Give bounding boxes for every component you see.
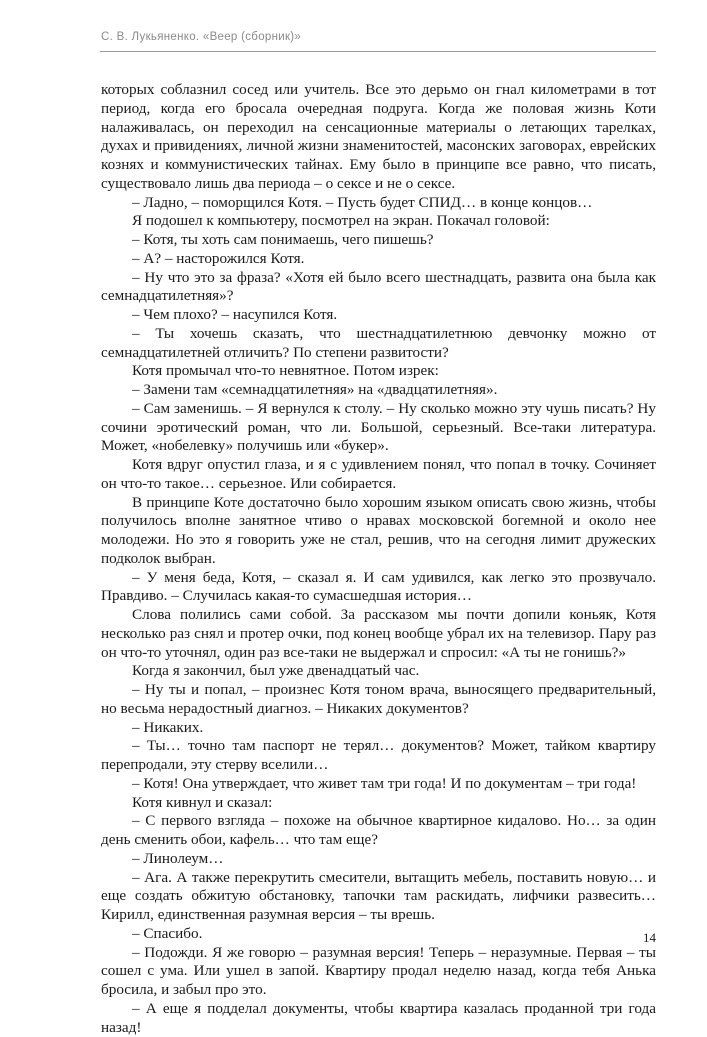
paragraph: – Ладно, – поморщился Котя. – Пусть будет СПИД… в конце концов…	[132, 193, 593, 211]
paragraph: которых соблазнил сосед или учитель. Все это дерьмо он гнал километрами в тот период, когда его бросала очередная подруга. Когда же половая жизнь Коти налаживалась, он переходил на сенсационные материалы о летающих тарелках, духах и привидениях, личной жизни знаменитостей, масонских заговорах, еврейских кознях и коммунистических тайнах. Ему было в принципе все равно, что писать, существовало лишь два периода – о сексе и не о сексе.	[101, 81, 656, 192]
paragraph: – Сам заменишь. – Я вернулся к столу. – Ну сколько можно эту чушь писать? Ну сочини эротический роман, что ли. Большой, серьезный. Все-таки литература. Может, «нобелевку» получишь или «букер».	[101, 399, 656, 455]
paragraph: – Замени там «семнадцатилетняя» на «двадцатилетняя».	[132, 381, 498, 398]
paragraph: Котя кивнул и сказал:	[132, 793, 273, 811]
paragraph: – Ага. А также перекрутить смесители, вытащить мебель, поставить новую… и еще создать обжитую обстановку, тапочки там раскидать, лифчики развесить… Кирилл, единственная разумная версия – ты врешь.	[101, 868, 656, 923]
paragraph: Котя промычал что-то невнятное. Потом изрек:	[132, 362, 439, 380]
paragraph: – Ты хочешь сказать, что шестнадцатилетнюю девчонку можно от семнадцатилетней отличить? По степени развитости?	[101, 324, 656, 361]
paragraph: Слова полились сами собой. За рассказом мы почти допили коньяк, Котя несколько раз снял и протер очки, под конец вообще убрал их на телевизор. Пару раз он что-то уточнял, один раз все-таки не выдержал и спросил: «А ты не гонишь?»	[101, 606, 656, 661]
paragraph: Когда я закончил, был уже двенадцатый час.	[132, 662, 420, 680]
paragraph: – У меня беда, Котя, – сказал я. И сам удивился, как легко это прозвучало. Правдиво. – Случилась какая-то сумасшедшая история…	[101, 568, 656, 605]
paragraph: – Подожди. Я же говорю – разумная версия! Теперь – неразумные. Первая – ты сошел с ума. Или ушел в запой. Квартиру продал неделю назад, когда тебя Анька бросила, и забыл про это.	[101, 943, 656, 998]
paragraph: – А? – насторожился Котя.	[132, 249, 305, 267]
running-header: С. В. Лукьяненко. «Веер (сборник)»	[101, 31, 302, 43]
header-divider	[100, 51, 656, 52]
paragraph: – Котя, ты хоть сам понимаешь, чего пишешь?	[132, 231, 434, 248]
paragraph: В принципе Коте достаточно было хорошим языком описать свою жизнь, чтобы получилось вполне занятное чтиво о нравах московской богемной и около нее молодежи. Но это я говорить уже не стал, решив, что на сегодня лимит дружеских подколок выбран.	[101, 493, 656, 567]
paragraph: Котя вдруг опустил глаза, и я с удивлением понял, что попал в точку. Сочиняет он что-то такое… серьезное. Или собирается.	[101, 456, 656, 492]
paragraph: – Ну что это за фраза? «Хотя ей было всего шестнадцать, развита она была как семнадцатилетняя»?	[101, 268, 656, 305]
paragraph: – Линолеум…	[132, 849, 224, 867]
paragraph: Я подошел к компьютеру, посмотрел на экран. Покачал головой:	[132, 212, 550, 230]
body-text	[101, 81, 656, 1037]
paragraph: – С первого взгляда – похоже на обычное квартирное кидалово. Но… за один день сменить обои, кафель… что там еще?	[101, 812, 656, 848]
paragraph: – А еще я подделал документы, чтобы квартира казалась проданной три года назад!	[101, 999, 656, 1036]
paragraph: – Никаких.	[132, 718, 204, 736]
paragraph: – Ты… точно там паспорт не терял… документов? Может, тайком квартиру перепродали, эту стерву вселили…	[101, 737, 656, 773]
paragraph: – Спасибо.	[132, 924, 203, 942]
page-number: 14	[643, 930, 656, 945]
paragraph: – Ну ты и попал, – произнес Котя тоном врача, выносящего предварительный, но весьма нерадостный диагноз. – Никаких документов?	[101, 681, 656, 717]
paragraph: – Чем плохо? – насупился Котя.	[132, 306, 338, 323]
paragraph: – Котя! Она утверждает, что живет там три года! И по документам – три года!	[132, 774, 637, 792]
